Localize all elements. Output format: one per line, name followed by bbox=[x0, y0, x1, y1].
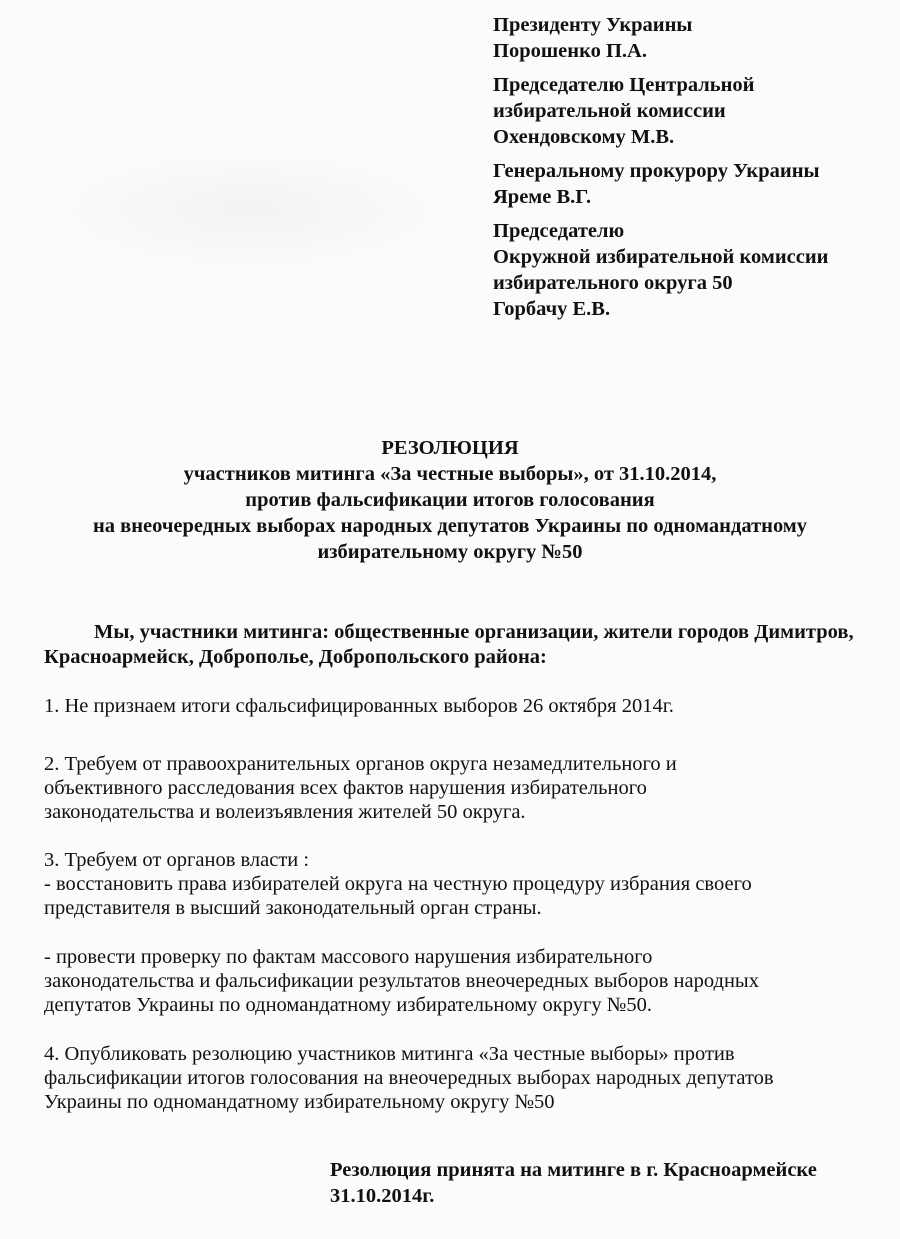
point-3b-line-2: законодательства и фальсификации результатов внеочередных выборов народных bbox=[44, 970, 759, 992]
resolution-heading: РЕЗОЛЮЦИЯ bbox=[381, 437, 519, 459]
point-3-subitem-2 bbox=[44, 945, 864, 1017]
point-4 bbox=[44, 1042, 864, 1114]
title-line-1: участников митинга «За честные выборы», от 31.10.2014, bbox=[183, 463, 717, 485]
title-line-3: на внеочередных выборах народных депутатов Украины по одномандатному bbox=[92, 515, 808, 537]
point-4-line-3: Украины по одномандатному избирательному округу №50 bbox=[44, 1091, 555, 1113]
point-1 bbox=[44, 694, 864, 718]
intro-paragraph: Мы, участники митинга: общественные организации, жители городов Димитров, Красноармейск, Доброполье, Добропольского района: bbox=[44, 621, 854, 668]
addressee-block bbox=[493, 12, 893, 330]
title-line-2: против фальсификации итогов голосования bbox=[245, 489, 655, 511]
point-1-line-1: 1. Не признаем итоги сфальсифицированных выборов 26 октября 2014г. bbox=[44, 695, 674, 717]
title-line-4: избирательному округу №50 bbox=[317, 541, 583, 563]
addressee-prosecutor-general: Генеральному прокурору Украины Яреме В.Г. bbox=[493, 160, 820, 208]
addressee-president: Президенту Украины Порошенко П.А. bbox=[493, 14, 693, 62]
point-3-line-2: - восстановить права избирателей округа на честную процедуру избрания своего bbox=[44, 873, 752, 895]
point-3 bbox=[44, 848, 864, 920]
point-2-line-2: объективного расследования всех фактов нарушения избирательного bbox=[44, 777, 647, 799]
scan-smudge bbox=[60, 150, 440, 270]
point-4-line-1: 4. Опубликовать резолюцию участников митинга «За честные выборы» против bbox=[44, 1043, 735, 1065]
addressee-district-commission-chair: Председателю Окружной избирательной комиссии избирательного округа 50 Горбачу Е.В. bbox=[493, 220, 829, 320]
closing-statement bbox=[330, 1157, 890, 1209]
point-3-line-1: 3. Требуем от органов власти : bbox=[44, 849, 310, 871]
point-2-line-1: 2. Требуем от правоохранительных органов округа незамедлительного и bbox=[44, 753, 677, 775]
closing-line-1: Резолюция принята на митинге в г. Красноармейске bbox=[330, 1159, 817, 1181]
addressee-cec-chair: Председателю Центральной избирательной комиссии Охендовскому М.В. bbox=[493, 74, 755, 148]
point-3-line-3: представителя в высший законодательный орган страны. bbox=[44, 897, 542, 919]
point-4-line-2: фальсификации итогов голосования на внеочередных выборах народных депутатов bbox=[44, 1067, 774, 1089]
point-2 bbox=[44, 752, 864, 824]
closing-date: 31.10.2014г. bbox=[330, 1185, 435, 1207]
resolution-title bbox=[0, 435, 900, 565]
point-2-line-3: законодательства и волеизъявления жителей 50 округа. bbox=[44, 801, 526, 823]
point-3b-line-1: - провести проверку по фактам массового нарушения избирательного bbox=[44, 946, 653, 968]
point-3b-line-3: депутатов Украины по одномандатному избирательному округу №50. bbox=[44, 994, 652, 1016]
